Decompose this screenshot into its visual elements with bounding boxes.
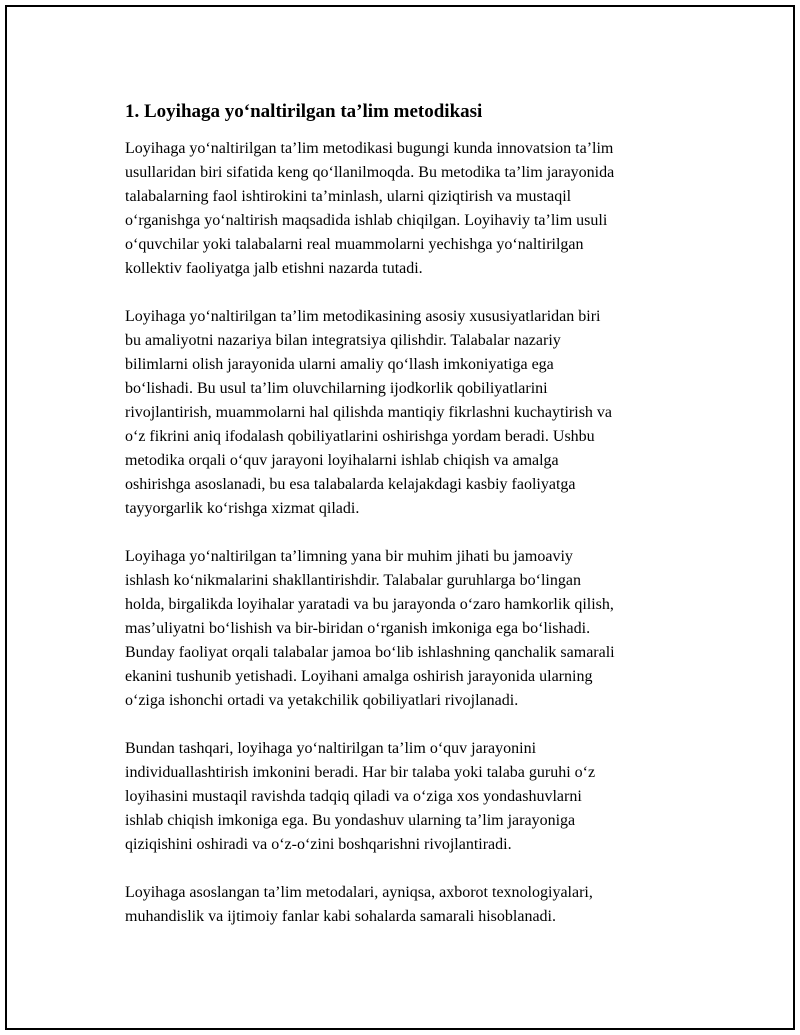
document-body <box>125 99 695 953</box>
text-line: Bundan tashqari, loyihaga yo‘naltirilgan ta’lim o‘quv jarayonini <box>125 740 537 757</box>
text-line: Bunday faoliyat orqali talabalar jamoa bo‘lib ishlashning qanchalik samarali <box>125 644 615 661</box>
paragraph-2 <box>125 305 695 521</box>
text-line: mas’uliyatni bo‘lishish va bir-biridan o‘rganish imkoniga ega bo‘lishadi. <box>125 620 591 637</box>
text-line: muhandislik va ijtimoiy fanlar kabi sohalarda samarali hisoblanadi. <box>125 908 556 925</box>
text-line: talabalarning faol ishtirokini ta’minlash, ularni qiziqtirish va mustaqil <box>125 188 572 205</box>
text-line: tayyorgarlik ko‘rishga xizmat qiladi. <box>125 500 360 517</box>
text-line: kollektiv faoliyatga jalb etishni nazarda tutadi. <box>125 260 423 277</box>
text-line: Loyihaga asoslangan ta’lim metodalari, ayniqsa, axborot texnologiyalari, <box>125 884 593 901</box>
text-line: ekanini tushunib yetishadi. Loyihani amalga oshirish jarayonida ularning <box>125 668 593 685</box>
text-line: oshirishga asoslanadi, bu esa talabalarda kelajakdagi kasbiy faoliyatga <box>125 476 576 493</box>
text-line: o‘quvchilar yoki talabalarni real muammolarni yechishga yo‘naltirilgan <box>125 236 584 253</box>
paragraph-3 <box>125 545 695 713</box>
text-line: Loyihaga yo‘naltirilgan ta’limning yana bir muhim jihati bu jamoaviy <box>125 548 573 565</box>
text-line: individuallashtirish imkonini beradi. Har bir talaba yoki talaba guruhi o‘z <box>125 764 596 781</box>
text-line: holda, birgalikda loyihalar yaratadi va bu jarayonda o‘zaro hamkorlik qilish, <box>125 596 614 613</box>
text-line: ishlash ko‘nikmalarini shakllantirishdir. Talabalar guruhlarga bo‘lingan <box>125 572 581 589</box>
text-line: o‘rganishga yo‘naltirish maqsadida ishlab chiqilgan. Loyihaviy ta’lim usuli <box>125 212 608 229</box>
text-line: Loyihaga yo‘naltirilgan ta’lim metodikasining asosiy xususiyatlaridan biri <box>125 308 601 325</box>
paragraph-4 <box>125 737 695 857</box>
text-line: loyihasini mustaqil ravishda tadqiq qiladi va o‘ziga xos yondashuvlarni <box>125 788 582 805</box>
text-line: Loyihaga yo‘naltirilgan ta’lim metodikasi bugungi kunda innovatsion ta’lim <box>125 140 614 157</box>
paragraph-1 <box>125 137 695 281</box>
text-line: bu amaliyotni nazariya bilan integratsiya qilishdir. Talabalar nazariy <box>125 332 561 349</box>
page-frame <box>5 5 795 1030</box>
section-heading: 1. Loyihaga yo‘naltirilgan ta’lim metodikasi <box>125 101 483 122</box>
text-line: usullaridan biri sifatida keng qo‘llanilmoqda. Bu metodika ta’lim jarayonida <box>125 164 615 181</box>
text-line: metodika orqali o‘quv jarayoni loyihalarni ishlab chiqish va amalga <box>125 452 559 469</box>
text-line: rivojlantirish, muammolarni hal qilishda mantiqiy fikrlashni kuchaytirish va <box>125 404 613 421</box>
text-line: bilimlarni olish jarayonida ularni amaliy qo‘llash imkoniyatiga ega <box>125 356 554 373</box>
text-line: ishlab chiqish imkoniga ega. Bu yondashuv ularning ta’lim jarayoniga <box>125 812 576 829</box>
text-line: o‘z fikrini aniq ifodalash qobiliyatlarini oshirishga yordam beradi. Ushbu <box>125 428 595 445</box>
text-line: o‘ziga ishonchi ortadi va yetakchilik qobiliyatlari rivojlanadi. <box>125 692 519 709</box>
text-line: qiziqishini oshiradi va o‘z-o‘zini boshqarishni rivojlantiradi. <box>125 836 512 853</box>
text-line: bo‘lishadi. Bu usul ta’lim oluvchilarning ijodkorlik qobiliyatlarini <box>125 380 548 397</box>
paragraph-5 <box>125 881 695 929</box>
